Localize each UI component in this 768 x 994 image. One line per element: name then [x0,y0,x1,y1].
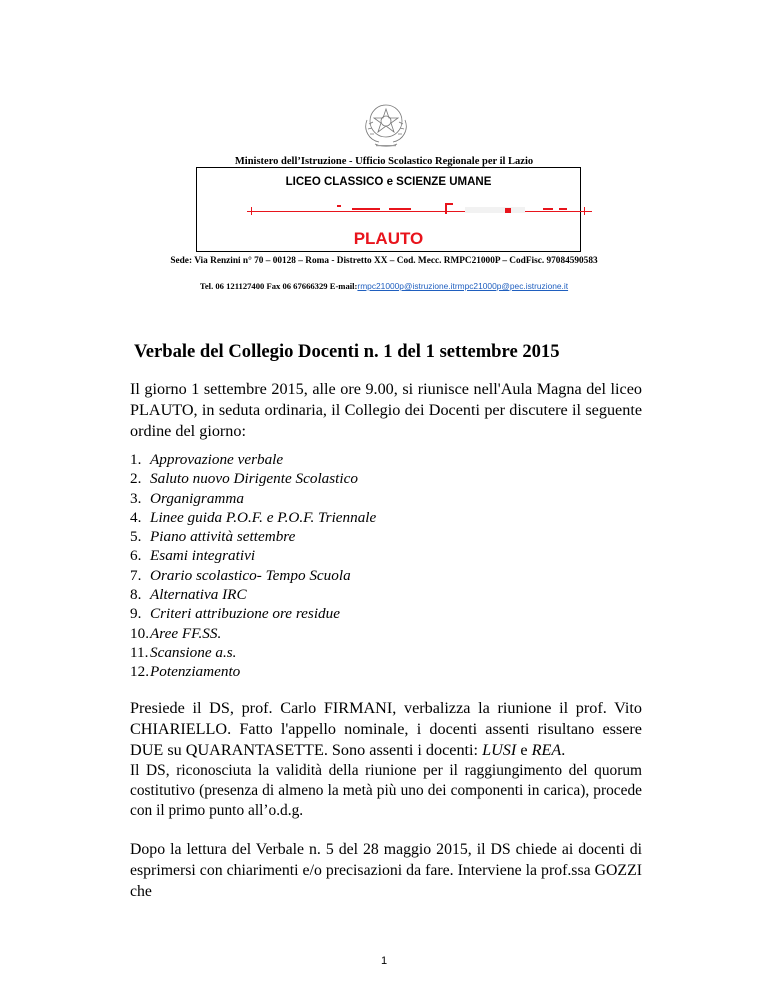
list-item: 11. Scansione a.s. [130,643,237,661]
agenda-list [130,450,376,682]
list-item: 5. Piano attività settembre [130,528,296,546]
decorative-divider [247,202,592,216]
list-item: 2. Saluto nuovo Dirigente Scolastico [130,470,358,488]
republic-emblem-icon [357,100,415,150]
list-item: 7. Orario scolastico- Tempo Scuola [130,566,351,584]
page-number: 1 [380,955,388,967]
phone-fax-label: Tel. 06 121127400 Fax 06 67666329 E-mail: [199,281,358,291]
list-item: 1. Approvazione verbale [130,451,284,468]
intro-paragraph: Il giorno 1 settembre 2015, alle ore 9.00, si riunisce nell'Aula Magna del liceo PLAUTO, in seduta ordinaria, il Collegio dei Docenti per discutere il seguente ordine del giorno: [130,380,642,440]
school-name: PLAUTO [353,229,424,248]
list-item: 8. Alternativa IRC [130,586,247,604]
school-letterhead-box [196,167,581,252]
list-item: 3. Organigramma [130,489,244,507]
ministry-heading: Ministero dell’Istruzione - Ufficio Scolastico Regionale per il Lazio [234,156,534,167]
list-item: 10.Aree FF.SS. [130,624,222,642]
absent-teacher-1: LUSI [482,741,517,759]
list-item: 9. Criteri attribuzione ore residue [130,605,340,623]
school-type-label: LICEO CLASSICO e SCIENZE UMANE [285,176,492,188]
list-item: 4. Linee guida P.O.F. e P.O.F. Triennale [130,508,377,526]
school-address: Sede: Via Renzini n° 70 – 00128 – Roma - Distretto XX – Cod. Mecc. RMPC21000P – CodFisc. 97084590583 [170,256,598,266]
reading-paragraph: Dopo la lettura del Verbale n. 5 del 28 maggio 2015, il DS chiede ai docenti di esprimersi con chiarimenti e/o precisazioni da fare. Interviene la prof.ssa GOZZI che [130,841,642,900]
quorum-paragraph: Il DS, riconosciuta la validità della riunione per il raggiungimento del quorum costitutivo (presenza di almeno la metà più uno dei componenti in carica), procede con il primo punto all’o.d.g. [130,762,642,819]
document-title: Verbale del Collegio Docenti n. 1 del 1 settembre 2015 [134,341,560,362]
presidency-paragraph: Presiede il DS, prof. Carlo FIRMANI, verbalizza la riunione il prof. Vito CHIARIELLO. Fatto l'appello nominale, i docenti assenti risultano essere DUE su QUARANTASETTE. Sono assenti i docenti: LUSI e REA. [130,699,642,759]
absent-teacher-2: REA [531,741,562,759]
list-item: 12.Potenziamento [130,663,241,681]
list-item: 6. Esami integrativi [130,547,256,565]
school-contacts [0,281,768,291]
email-link[interactable]: rmpc21000p@istruzione.itrmpc21000p@pec.istruzione.it [357,281,569,291]
